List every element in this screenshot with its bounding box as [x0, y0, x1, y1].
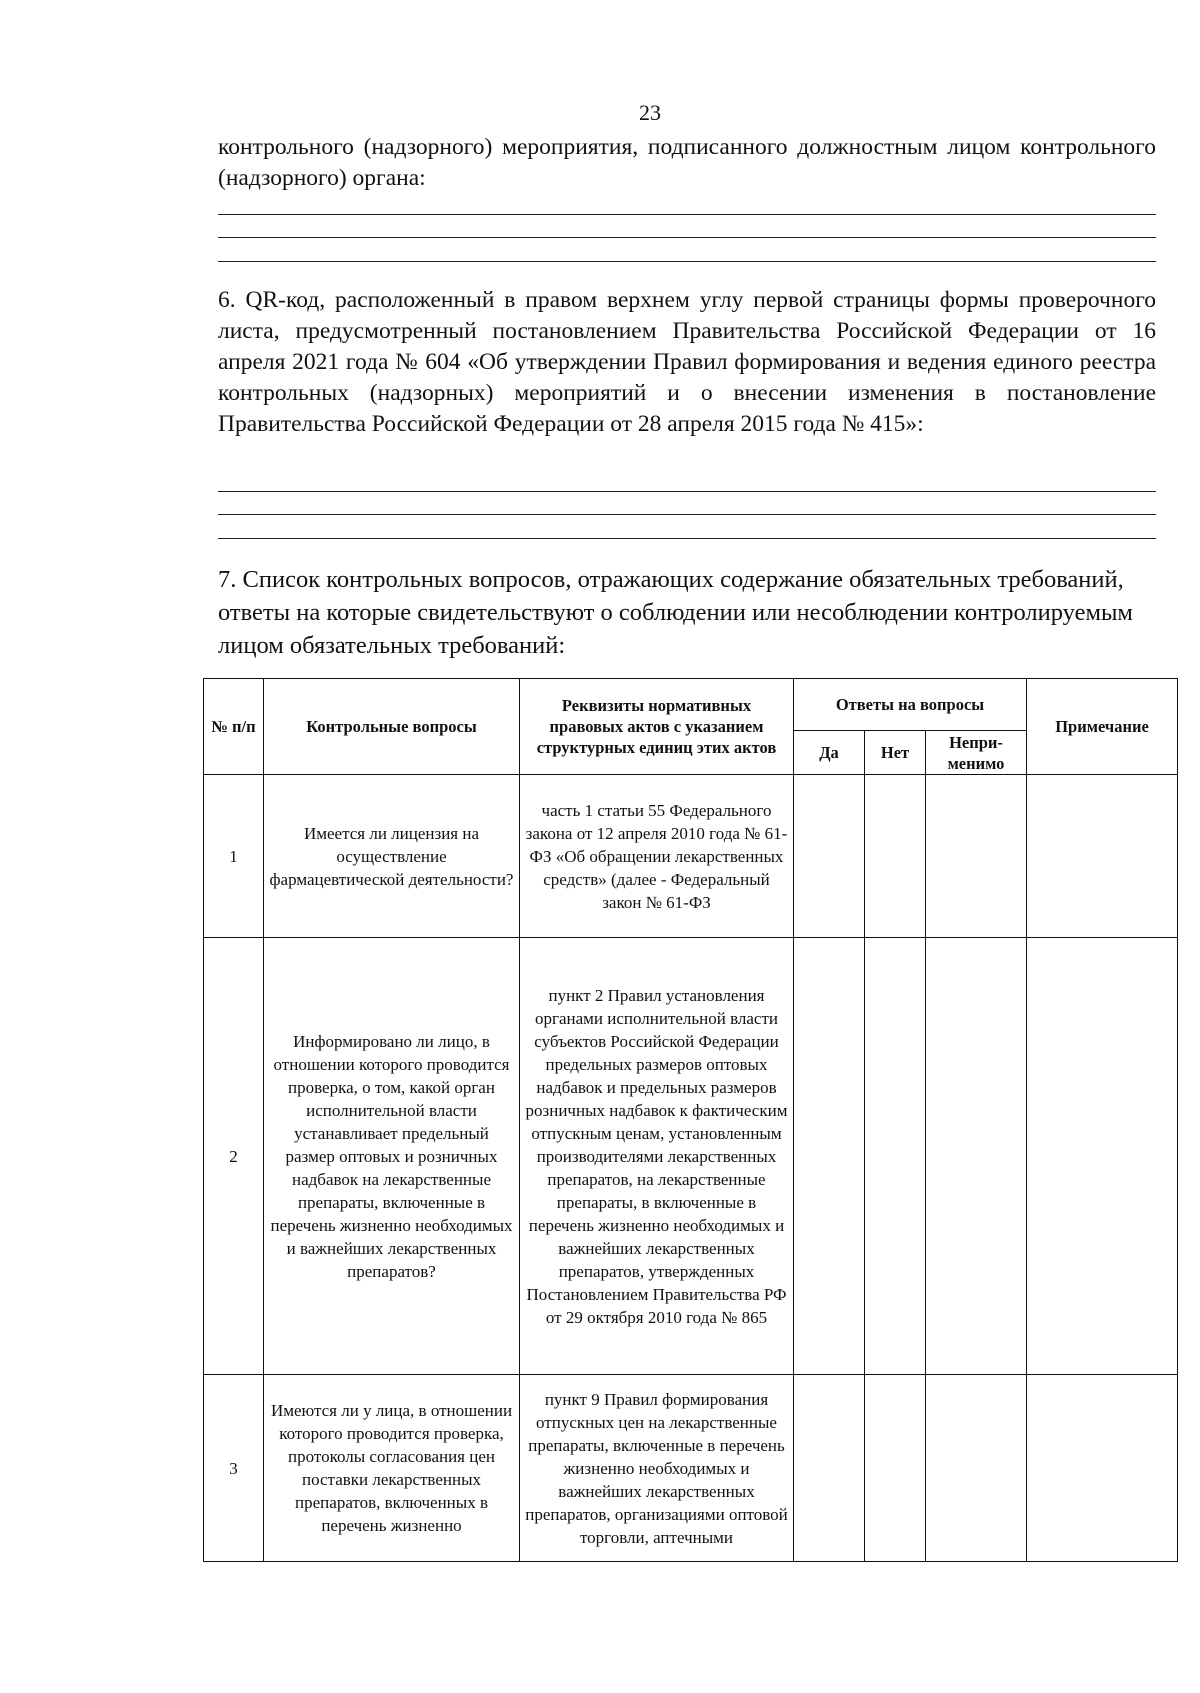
- answer-not-applicable-cell[interactable]: [926, 775, 1027, 938]
- row-number: 3: [204, 1375, 264, 1562]
- row-requisites: пункт 9 Правил формирования отпускных цен на лекарственные препараты, включенные в перечень жизненно необходимых и важнейших лекарственных препаратов, организациями оптовой торговли, аптечными: [520, 1375, 794, 1562]
- checklist-table: [203, 678, 1178, 1562]
- answer-no-cell[interactable]: [865, 1375, 926, 1562]
- row-number: 2: [204, 938, 264, 1375]
- row-question: Имеется ли лицензия на осуществление фармацевтической деятельности?: [264, 775, 520, 938]
- row-question: Имеются ли у лица, в отношении которого проводится проверка, протоколы согласования цен поставки лекарственных препаратов, включенных в перечень жизненно: [264, 1375, 520, 1562]
- intro-paragraph: контрольного (надзорного) мероприятия, подписанного должностным лицом контрольного (надзорного) органа:: [218, 134, 1156, 191]
- fill-line: [218, 214, 1156, 215]
- answer-yes-cell[interactable]: [794, 775, 865, 938]
- header-no: Нет: [865, 731, 926, 775]
- page-number: 23: [639, 100, 661, 125]
- header-answers: Ответы на вопросы: [794, 679, 1027, 731]
- answer-not-applicable-cell[interactable]: [926, 1375, 1027, 1562]
- row-question: Информировано ли лицо, в отношении которого проводится проверка, о том, какой орган исполнительной власти устанавливает предельный размер оптовых и розничных надбавок на лекарственные препараты, включенные в перечень жизненно необходимых и важнейших лекарственных препаратов?: [264, 938, 520, 1375]
- fill-line: [218, 538, 1156, 539]
- header-requisites: Реквизиты нормативных правовых актов с указанием структурных единиц этих актов: [520, 679, 794, 775]
- table-row: [204, 1375, 1178, 1562]
- item-6-paragraph: 6. QR-код, расположенный в правом верхнем углу первой страницы формы проверочного листа, предусмотренный постановлением Правительства Российской Федерации от 16 апреля 2021 года № 604 «Об утверждении Правил формирования и ведения единого реестра контрольных (надзорных) мероприятий и о внесении изменения в постановление Правительства Российской Федерации от 28 апреля 2015 года № 415»:: [218, 287, 1156, 437]
- fill-line: [218, 491, 1156, 492]
- answer-not-applicable-cell[interactable]: [926, 938, 1027, 1375]
- fill-line: [218, 514, 1156, 515]
- header-questions: Контрольные вопросы: [264, 679, 520, 775]
- fill-line: [218, 237, 1156, 238]
- header-yes: Да: [794, 731, 865, 775]
- answer-yes-cell[interactable]: [794, 938, 865, 1375]
- row-requisites: пункт 2 Правил установления органами исполнительной власти субъектов Российской Федерации предельных размеров оптовых надбавок и предельных размеров розничных надбавок к фактическим отпускным ценам, установленным производителями лекарственных препаратов, на лекарственные препараты, в включенные в перечень жизненно необходимых и важнейших лекарственных препаратов, утвержденных Постановлением Правительства РФ от 29 октября 2010 года № 865: [520, 938, 794, 1375]
- answer-no-cell[interactable]: [865, 938, 926, 1375]
- item-7-paragraph: 7. Список контрольных вопросов, отражающих содержание обязательных требований, ответы на которые свидетельствуют о соблюдении или несоблюдении контролируемым лицом обязательных требований:: [218, 566, 1133, 659]
- fill-line: [218, 261, 1156, 262]
- header-note: Примечание: [1027, 679, 1178, 775]
- row-number: 1: [204, 775, 264, 938]
- answer-no-cell[interactable]: [865, 775, 926, 938]
- row-requisites: часть 1 статьи 55 Федерального закона от 12 апреля 2010 года № 61-ФЗ «Об обращении лекарственных средств» (далее - Федеральный закон № 61-ФЗ: [520, 775, 794, 938]
- answer-yes-cell[interactable]: [794, 1375, 865, 1562]
- note-cell[interactable]: [1027, 775, 1178, 938]
- table-row: [204, 938, 1178, 1375]
- note-cell[interactable]: [1027, 938, 1178, 1375]
- table-row: [204, 775, 1178, 938]
- note-cell[interactable]: [1027, 1375, 1178, 1562]
- header-not-applicable: Непри-менимо: [926, 731, 1027, 775]
- header-number: № п/п: [204, 679, 264, 775]
